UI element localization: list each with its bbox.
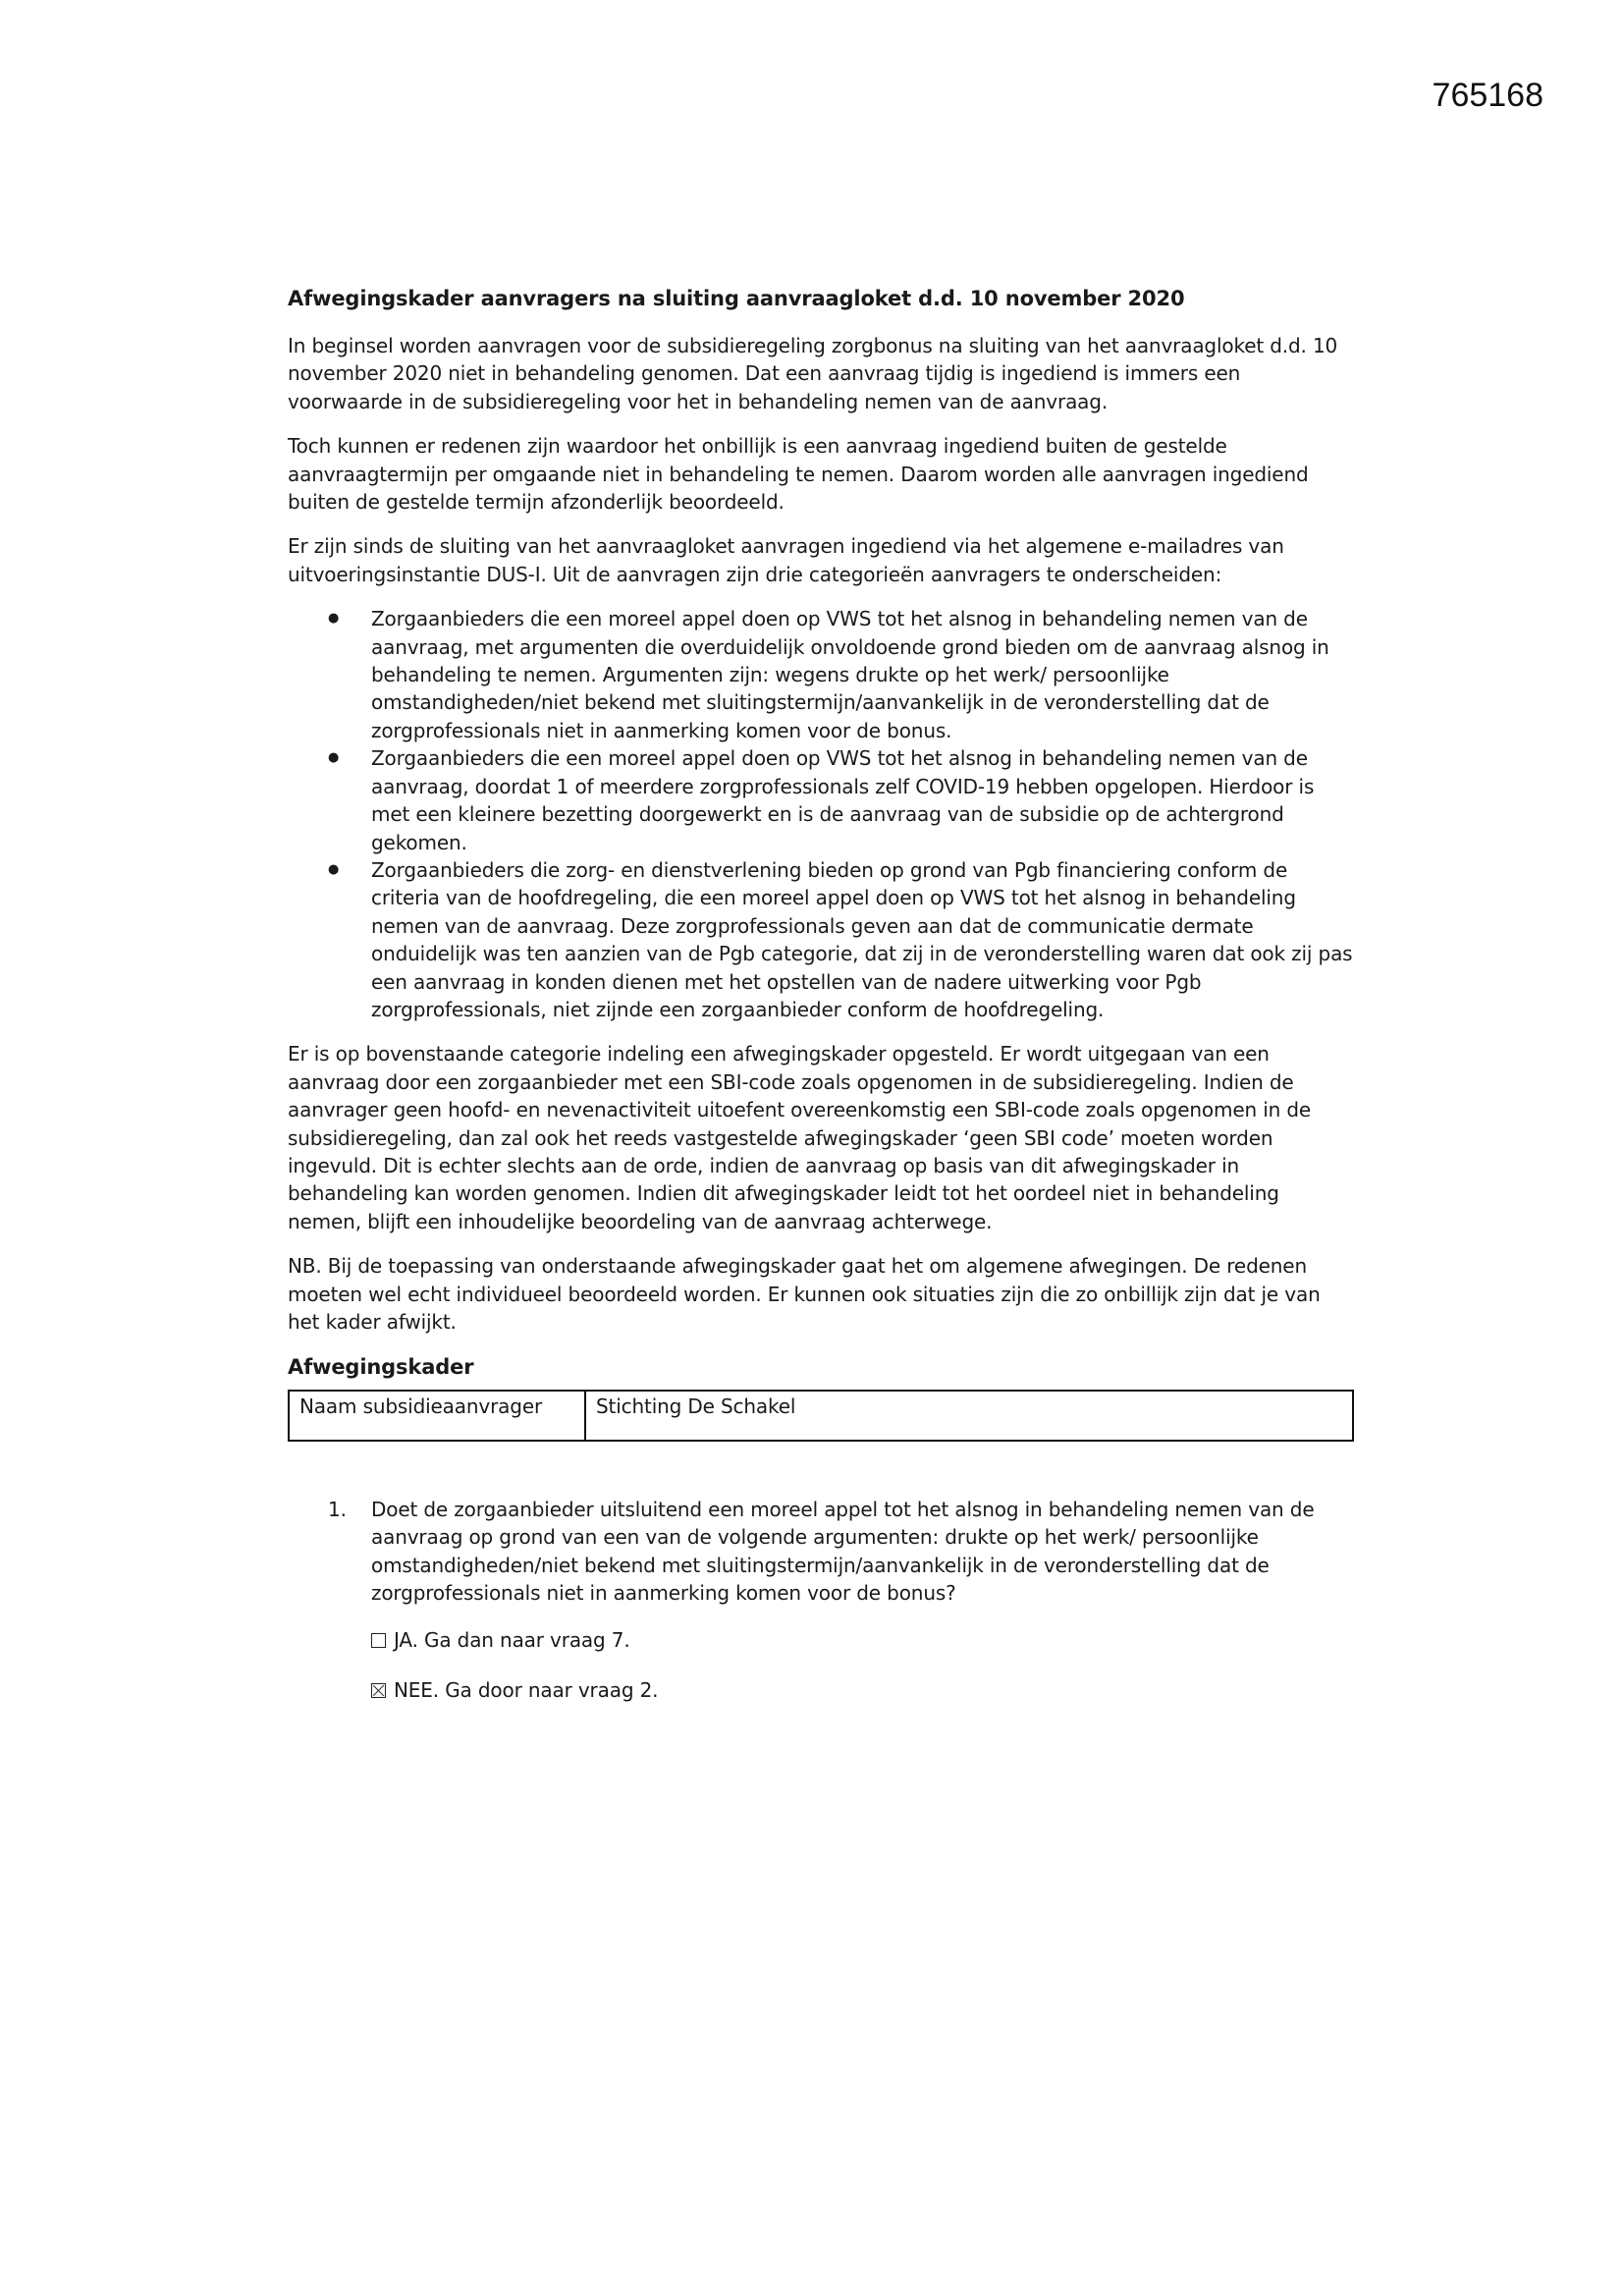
checkbox-checked-icon[interactable] xyxy=(371,1683,386,1698)
section-heading: Afwegingskader xyxy=(288,1355,474,1380)
category-list xyxy=(288,605,1353,1023)
applicant-table xyxy=(288,1390,1354,1442)
document-number: 765168 xyxy=(1432,77,1543,114)
option-yes[interactable] xyxy=(371,1626,1353,1654)
option-yes-label: JA. Ga dan naar vraag 7. xyxy=(394,1628,630,1653)
bullet-icon: ● xyxy=(328,611,340,627)
paragraph-intro: In beginsel worden aanvragen voor de subsidieregeling zorgbonus na sluiting van het aanvraagloket d.d. 10 november 2020 niet in behandeling genomen. Dat een aanvraag tijdig is ingediend is immers een voorwaarde in de subsidieregeling voor het in behandeling nemen van de aanvraag. xyxy=(288,334,1338,413)
bullet-icon: ● xyxy=(328,750,340,766)
question-item xyxy=(328,1496,1353,1704)
checkbox-unchecked-icon[interactable] xyxy=(371,1633,386,1648)
document-title: Afwegingskader aanvragers na sluiting aanvraagloket d.d. 10 november 2020 xyxy=(288,287,1185,310)
bullet-icon: ● xyxy=(328,861,340,877)
table-row xyxy=(289,1391,1353,1441)
option-no[interactable] xyxy=(371,1676,1353,1704)
list-item-text: Zorgaanbieders die een moreel appel doen op VWS tot het alsnog in behandeling nemen van de aanvraag, doordat 1 of meerdere zorgprofessionals zelf COVID-19 hebben opgelopen. Hierdoor is met een kleinere bezetting doorgewerkt en is de aanvraag van de subsidie op de achtergrond gekomen. xyxy=(371,746,1315,854)
question-number: 1. xyxy=(328,1497,347,1521)
applicant-label: Naam subsidieaanvrager xyxy=(289,1391,585,1441)
list-item-text: Zorgaanbieders die zorg- en dienstverlening bieden op grond van Pgb financiering conform de criteria van de hoofdregeling, die een moreel appel doen op VWS tot het alsnog in behandeling nemen van de aanvraag. Deze zorgprofessionals geven aan dat de communicatie dermate onduidelijk was ten aanzien van de Pgb categorie, dat zij in de veronderstelling waren dat ook zij pas een aanvraag in konden dienen met het opstellen van de nadere uitwerking voor Pgb zorgprofessionals, niet zijnde een zorgaanbieder conform de hoofdregeling. xyxy=(371,857,1353,1021)
paragraph-nb: NB. Bij de toepassing van onderstaande afwegingskader gaat het om algemene afwegingen. De redenen moeten wel echt individueel beoordeeld worden. Er kunnen ook situaties zijn die zo onbillijk zijn dat je van het kader afwijkt. xyxy=(288,1254,1321,1334)
question-list xyxy=(288,1496,1353,1704)
list-item-text: Zorgaanbieders die een moreel appel doen op VWS tot het alsnog in behandeling nemen van de aanvraag, met argumenten die overduidelijk onvoldoende grond bieden om de aanvraag alsnog in behandeling te nemen. Argumenten zijn: wegens drukte op het werk/ persoonlijke omstandigheden/niet bekend met sluitingstermijn/aanvankelijk in de veronderstelling dat de zorgprofessionals niet in aanmerking komen voor de bonus. xyxy=(371,607,1329,742)
question-text: Doet de zorgaanbieder uitsluitend een moreel appel tot het alsnog in behandeling nemen van de aanvraag op grond van een van de volgende argumenten: drukte op het werk/ persoonlijke omstandigheden/niet bekend met sluitingstermijn/aanvankelijk in de veronderstelling dat de zorgprofessionals niet in aanmerking komen voor de bonus? xyxy=(371,1497,1315,1606)
document-body xyxy=(288,285,1353,1704)
paragraph-framework: Er is op bovenstaande categorie indeling een afwegingskader opgesteld. Er wordt uitgegaan van een aanvraag door een zorgaanbieder met een SBI-code zoals opgenomen in de subsidieregeling. Indien de aanvrager geen hoofd- en nevenactiviteit uitoefent overeenkomstig een SBI-code zoals opgenomen in de subsidieregeling, dan zal ook het reeds vastgestelde afwegingskader ‘geen SBI code’ moeten worden ingevuld. Dit is echter slechts aan de orde, indien de aanvraag op basis van dit afwegingskader in behandeling kan worden genomen. Indien dit afwegingskader leidt tot het oordeel niet in behandeling nemen, blijft een inhoudelijke beoordeling van de aanvraag achterwege. xyxy=(288,1042,1312,1233)
option-no-label: NEE. Ga door naar vraag 2. xyxy=(394,1677,659,1702)
paragraph-categories: Er zijn sinds de sluiting van het aanvraagloket aanvragen ingediend via het algemene e-mailadres van uitvoeringsinstantie DUS-I. Uit de aanvragen zijn drie categorieën aanvragers te onderscheiden: xyxy=(288,534,1284,586)
list-item xyxy=(328,856,1353,1023)
paragraph-reasons: Toch kunnen er redenen zijn waardoor het onbillijk is een aanvraag ingediend buiten de gestelde aanvraagtermijn per omgaande niet in behandeling te nemen. Daarom worden alle aanvragen ingediend buiten de gestelde termijn afzonderlijk beoordeeld. xyxy=(288,434,1309,515)
list-item xyxy=(328,605,1353,744)
list-item xyxy=(328,744,1353,856)
applicant-value: Stichting De Schakel xyxy=(585,1391,1353,1441)
